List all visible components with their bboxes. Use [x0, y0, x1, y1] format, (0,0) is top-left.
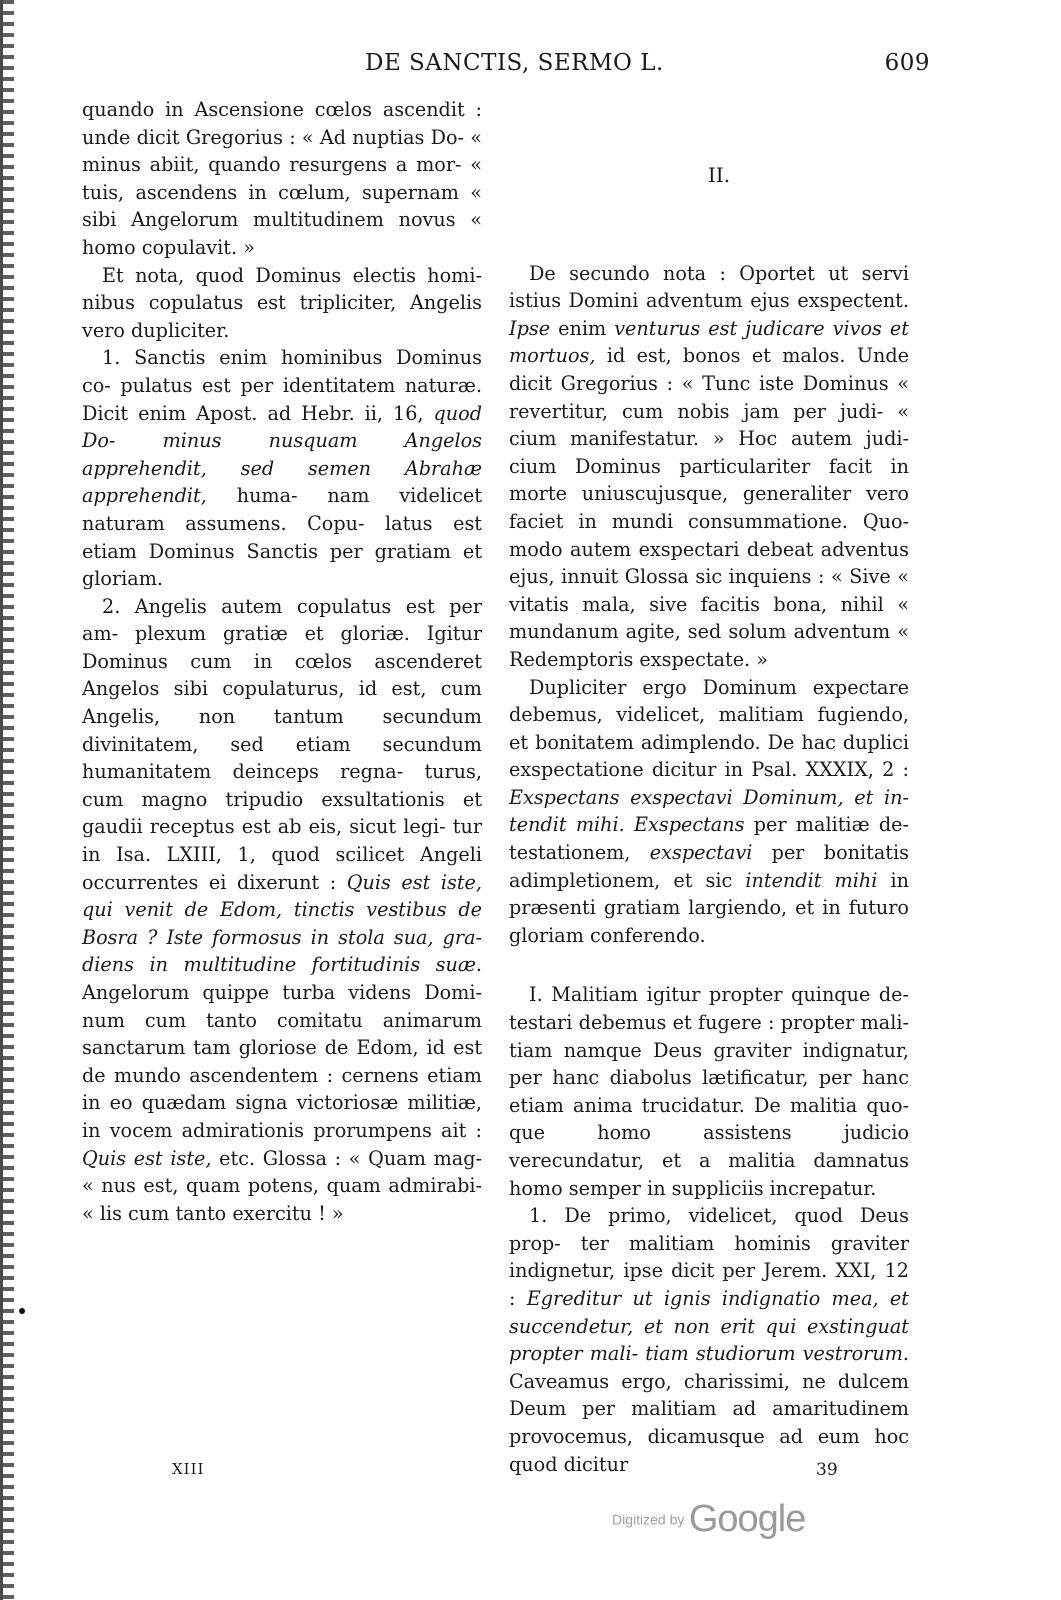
section-numeral: II. — [707, 163, 731, 187]
left-paragraph — [82, 344, 482, 592]
italic-quotation: Quis est iste, qui venit de Edom, tinctis vestibus de Bosra ? Iste formosus in stola sua, gra- diens in multitudine fortitudinis suæ. — [82, 870, 482, 977]
right-column-part-a — [509, 162, 909, 1478]
page-header — [365, 50, 930, 80]
left-paragraph — [82, 593, 482, 1228]
italic-quotation: Egreditur ut ignis indignatio mea, et succendetur, et non erit qui exstinguat propter mali- tiam studiorum vestrorum. — [509, 1286, 909, 1366]
text-run: etc. Glossa : « Quam mag- « nus est, quam potens, quam admirabi- « lis cum tanto exercitu ! » — [82, 1146, 482, 1225]
running-title: DE SANCTIS, SERMO L. — [365, 50, 664, 76]
text-run: per bonitatis adimpletionem, et sic — [509, 841, 909, 892]
right-paragraph — [509, 260, 909, 674]
digitized-prefix: Digitized by — [612, 1511, 685, 1528]
text-run: Dupliciter ergo Dominum expectare debemus, videlicet, malitiam fugiendo, et bonitatem adimplendo. De hac duplici exspectatione dicitur in Psal. XXXIX, 2 : — [509, 675, 909, 782]
scan-speck — [19, 1308, 25, 1314]
italic-quotation: intendit mihi — [745, 868, 878, 892]
text-run: 1. De primo, videlicet, quod Deus prop- ter malitiam hominis graviter indignetur, ipse dicit per Jerem. XXI, 12 : — [509, 1204, 909, 1310]
left-column — [82, 96, 482, 1227]
scan-edge-shadow — [0, 0, 14, 1600]
text-run: id est, bonos et malos. Unde dicit Gregorius : « Tunc iste Dominus « revertitur, cum nobis jam per judi- « cium manifestatur. » Hoc autem judi- cium Dominus particulariter facit in morte uniuscujusque, generaliter vero faciet in mundi consummatione. Quo- modo autem exspectari debeat adventus ejus, innuit Glossa sic inquiens : « Sive « vitatis mala, sive facitis bona, nihil « mundanum agite, sed solum adventum « Redemptoris exspectate. » — [509, 344, 909, 671]
italic-quotation: Quis est iste, — [82, 1146, 212, 1170]
text-run: per malitiæ de- testationem, — [509, 813, 909, 865]
text-run: quando in Ascensione cœlos ascendit : unde dicit Gregorius : « Ad nuptias Do- « minus abiit, quando resurgens a mor- « tuis, ascendens in cœlum, supernam « sibi Angelorum multitudinem novus « homo copulavit. » — [82, 98, 482, 259]
sheet-number: 39 — [816, 1460, 838, 1480]
text-run: in præsenti gratiam largiendo, et in futuro gloriam conferendo. — [509, 868, 910, 947]
text-run: enim — [550, 316, 615, 340]
italic-quotation: Ipse — [509, 316, 551, 340]
left-paragraph — [82, 262, 482, 345]
italic-quotation: venturus est judicare vivos et mortuos, — [509, 316, 909, 368]
text-run: huma- nam videlicet naturam assumens. Copu- latus est etiam Dominus Sanctis per gratiam et gloriam. — [82, 484, 482, 591]
text-run: 2. Angelis autem copulatus est per am- plexum gratiæ et gloriæ. Igitur Dominus cum in cœlos ascenderet Angelos sibi copulaturus, id est, cum Angelis, non tantum secundum divinitatem, sed etiam secundum humanitatem deinceps regna- turus, cum magno tripudio exsultationis et gaudii receptus est ab eis, sicut legi- tur in Isa. LXIII, 1, quod scilicet Angeli occurrentes ei dixerunt : — [82, 594, 482, 894]
section-gap — [509, 949, 909, 981]
google-logo: Google — [688, 1498, 806, 1540]
text-run: I. Malitiam igitur propter quinque de- testari debemus et fugere : propter mali- tiam namque Deus graviter indignatur, per hanc diabolus lætificatur, per hanc etiam anima trucidatur. De malitia quo- que homo assistens judicio verecundatur, et a malitia damnatus homo semper in suppliciis increpatur. — [509, 983, 909, 1200]
right-paragraph — [509, 981, 909, 1202]
page-number: 609 — [884, 50, 930, 76]
italic-quotation: quod Do- minus nusquam Angelos apprehendit, sed semen Abrahæ apprehendit, — [82, 401, 482, 508]
italic-quotation: Exspectans exspectavi Dominum, et in- tendit mihi. Exspectans — [509, 785, 909, 837]
text-run: Caveamus ergo, charissimi, ne dulcem Deum per malitiam ad amaritudinem provocemus, dicamusque ad eum hoc quod dicitur — [509, 1369, 909, 1476]
text-run: 1. Sanctis enim hominibus Dominus co- pulatus est per identitatem naturæ. Dicit enim Apost. ad Hebr. ii, 16, — [82, 346, 482, 425]
signature-mark: XIII — [172, 1460, 205, 1478]
right-paragraph — [509, 1202, 909, 1478]
text-run: Angelorum quippe turba videns Domi- num cum tanto comitatu animarum sanctarum tam gloriose de Edom, id est de mundo ascendentem : cernens etiam in eo quædam signa victoriosæ militiæ, in vocem admirationis prorumpens ait : — [82, 981, 482, 1142]
text-run: Et nota, quod Dominus electis homi- nibus copulatus est tripliciter, Angelis vero dupliciter. — [82, 263, 482, 342]
italic-quotation: exspectavi — [649, 841, 753, 865]
right-column — [509, 96, 909, 1478]
text-run: De secundo nota : Oportet ut servi istius Domini adventum ejus exspectent. — [509, 261, 909, 313]
right-paragraph — [509, 674, 909, 950]
digitized-watermark — [612, 1498, 805, 1548]
left-paragraph — [82, 96, 482, 262]
